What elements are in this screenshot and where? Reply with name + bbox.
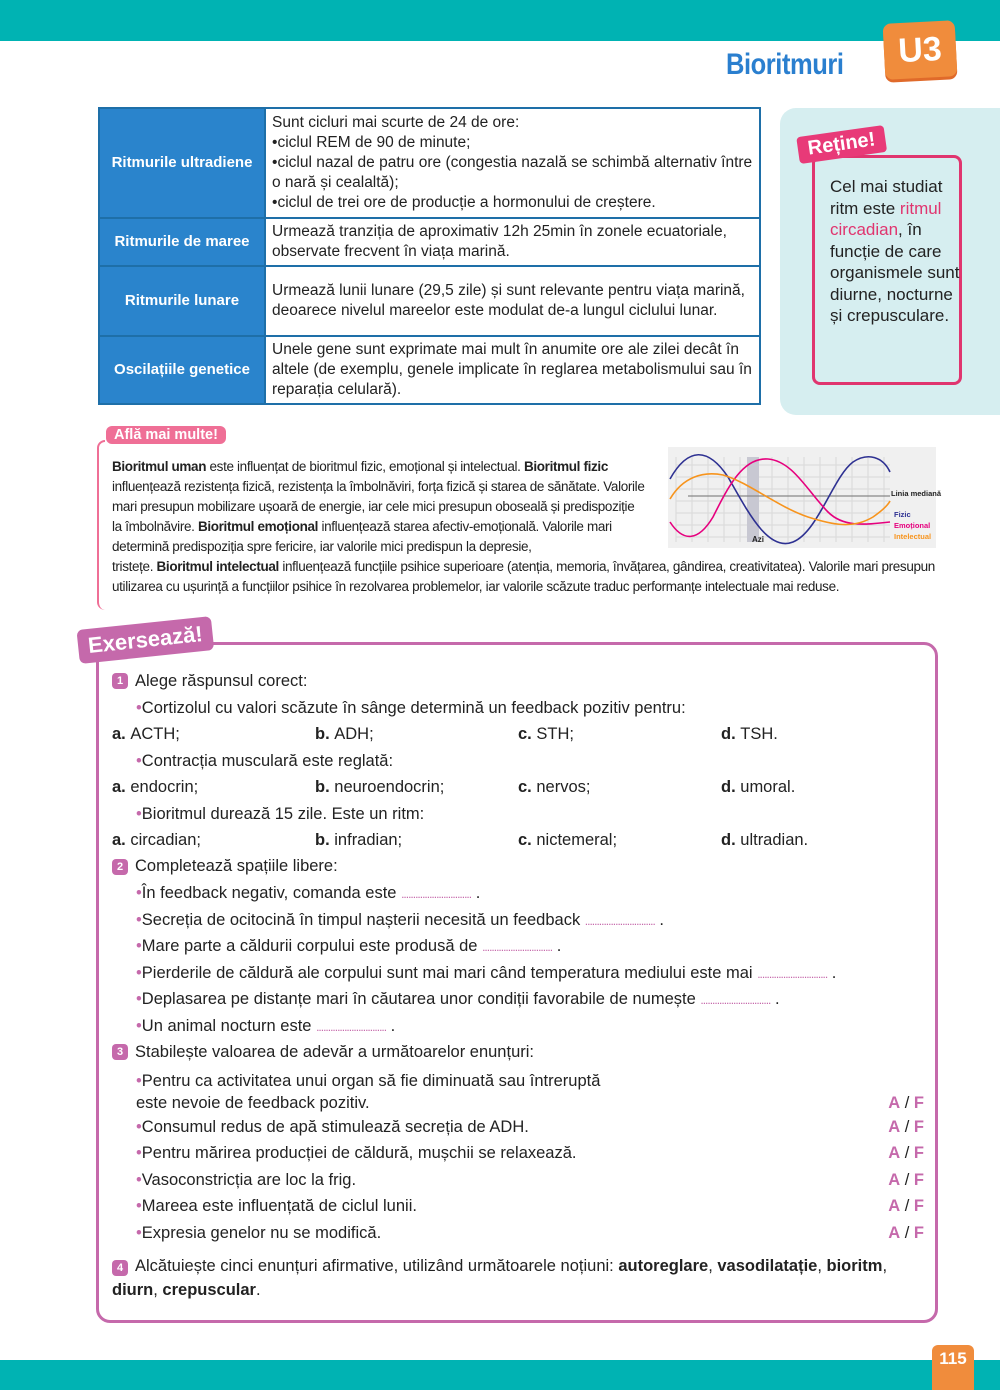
fill-in-text: Mare parte a căldurii corpului este produsă de — [141, 937, 478, 955]
option-c[interactable] — [518, 721, 721, 748]
true-false-item — [112, 1114, 924, 1141]
legend-emotional: Emoțional — [894, 521, 931, 530]
statement: • Vasoconstricția are loc la frig. — [136, 1167, 356, 1194]
bottom-color-band — [0, 1360, 1000, 1390]
true-false-choice: A / F — [888, 1170, 924, 1189]
task-number-badge: 2 — [112, 859, 128, 875]
legend-intelectual: Intelectual — [894, 532, 932, 541]
false-option[interactable]: F — [913, 1170, 924, 1189]
option-d[interactable] — [721, 721, 924, 748]
page-number: 115 — [932, 1345, 974, 1390]
option-d[interactable] — [721, 827, 924, 854]
question: • Contracția musculară este reglată: — [112, 748, 924, 775]
afla-sentence: influențează starea afectiv-emoțională. Valorile mari determină predispoziția spre fericire, iar valorile mici predispun la depresie, — [112, 519, 612, 554]
true-false-choice: A / F — [888, 1093, 924, 1112]
page-title: Bioritmuri — [726, 48, 844, 81]
blank-field[interactable]: .............................. — [401, 887, 472, 901]
fill-in-text: În feedback negativ, comanda este — [141, 884, 397, 902]
term: bioritm — [826, 1257, 883, 1275]
row-label: Oscilațiile genetice — [99, 336, 265, 404]
blank-field[interactable]: .............................. — [482, 940, 553, 954]
option-text: ultradian. — [740, 831, 809, 849]
task-3-header — [112, 1039, 924, 1066]
task-number-badge: 1 — [112, 673, 128, 689]
option-text: circadian; — [130, 831, 201, 849]
true-option[interactable]: A — [888, 1117, 901, 1136]
task-4-text: Alcătuiește cinci enunțuri afirmative, utilizând următoarele noțiuni: — [135, 1257, 619, 1275]
true-option[interactable]: A — [888, 1093, 901, 1112]
afla-bracket-line — [97, 440, 105, 610]
blank-field[interactable]: .............................. — [700, 993, 771, 1007]
retine-tag: Reține! — [796, 125, 887, 164]
chart-legend — [894, 509, 931, 542]
median-line-label: Linia mediană — [891, 489, 942, 498]
true-option[interactable]: A — [888, 1223, 901, 1242]
statement: • Pentru ca activitatea unui organ să fie diminuată sau întreruptă este nevoie de feedback pozitiv. — [136, 1070, 636, 1114]
row-bullet: • ciclul de trei ore de producție a hormonului de creștere. — [272, 193, 753, 213]
answer-options — [112, 721, 924, 748]
option-c[interactable] — [518, 827, 721, 854]
today-label: Azi — [752, 535, 764, 544]
term: diurn — [112, 1281, 154, 1299]
option-d[interactable] — [721, 774, 924, 801]
rhythm-table — [98, 107, 761, 405]
afla-sentence: influențează rezistența fizică, rezistența la îmbolnăviri, forța fizică și starea de sănătate. Valorile mari presupun mobilizare ușoară de energie, iar cele mici presupun oboseală și predispoziție la îmbolnăvire. — [112, 479, 645, 534]
option-text: ACTH; — [130, 725, 180, 743]
term: crepuscular — [162, 1281, 256, 1299]
afla-narrow-block — [112, 457, 647, 557]
task-1-header — [112, 668, 924, 695]
task-4: 4 Alcătuiește cinci enunțuri afirmative, utilizând următoarele noțiuni: autoreglare, vasodilatație, bioritm, diurn, crepuscular. — [112, 1257, 888, 1299]
task-number-badge: 3 — [112, 1044, 128, 1060]
statement: • Expresia genelor nu se modifică. — [136, 1220, 381, 1247]
fill-in-text: Pierderile de căldură ale corpului sunt mai mari când temperatura mediului este mai — [141, 963, 753, 982]
false-option[interactable]: F — [913, 1117, 924, 1136]
option-letter: c. — [518, 831, 532, 849]
fill-in-text: Deplasarea pe distanțe mari în căutarea unor condiții favorabile de numește — [141, 990, 696, 1008]
true-option[interactable]: A — [888, 1197, 901, 1215]
option-b[interactable] — [315, 827, 518, 854]
blank-field[interactable]: .............................. — [757, 966, 828, 981]
exercises-tag: Exersează! — [76, 616, 214, 664]
option-letter: b. — [315, 778, 330, 796]
option-text: TSH. — [740, 725, 778, 743]
fill-in-item: • Pierderile de căldură ale corpului sunt mai mari când temperatura mediului este mai .............................. . — [112, 960, 924, 987]
answer-options — [112, 774, 924, 801]
bold-term: Bioritmul uman — [112, 459, 207, 474]
row-intro: Sunt cicluri mai scurte de 24 de ore: — [272, 114, 520, 131]
table-row — [99, 266, 760, 336]
task-title: Completează spațiile libere: — [135, 857, 338, 876]
row-bullet: • ciclul REM de 90 de minute; — [272, 133, 753, 153]
option-text: endocrin; — [130, 778, 199, 796]
row-description: Urmează lunii lunare (29,5 zile) și sunt relevante pentru viața marină, deoarece nivelul mareelor este modulat de-a lungul ciclului lunar. — [265, 266, 760, 336]
afla-tag: Află mai multe! — [106, 426, 226, 444]
task-number-badge: 4 — [112, 1260, 128, 1276]
afla-sentence: este influențat de bioritmul fizic, emoțional și intelectual. — [206, 459, 524, 474]
statement: • Pentru mărirea producției de căldură, mușchii se relaxează. — [136, 1140, 577, 1167]
option-letter: c. — [518, 725, 532, 743]
task-title: Stabilește valoarea de adevăr a următoarelor enunțuri: — [135, 1042, 534, 1061]
true-false-choice: A / F — [888, 1117, 924, 1136]
retine-text-before: Cel mai studiat ritm este — [830, 177, 943, 218]
table-row — [99, 218, 760, 266]
option-letter: d. — [721, 831, 736, 849]
question: • Cortizolul cu valori scăzute în sânge determină un feedback pozitiv pentru: — [112, 695, 924, 722]
true-option[interactable]: A — [888, 1170, 901, 1189]
table-row — [99, 336, 760, 404]
option-letter: a. — [112, 778, 126, 796]
option-letter: d. — [721, 725, 736, 743]
option-letter: b. — [315, 831, 330, 849]
true-false-item — [112, 1066, 924, 1114]
answer-options — [112, 827, 924, 854]
true-false-item — [112, 1220, 924, 1247]
row-description — [265, 108, 760, 218]
biorhythm-chart — [668, 447, 942, 548]
option-a[interactable] — [112, 774, 315, 801]
task-title: Alege răspunsul corect: — [135, 671, 308, 690]
unit-badge: U3 — [883, 20, 958, 80]
fill-in-item: • Un animal nocturn este .............................. . — [112, 1013, 924, 1040]
fill-in-item: • Secreția de ocitocină în timpul nașterii necesită un feedback .............................. . — [112, 907, 924, 934]
true-false-choice: A / F — [888, 1197, 924, 1215]
blank-field[interactable]: .............................. — [316, 1019, 387, 1034]
true-false-choice: A / F — [888, 1144, 924, 1162]
option-text: neuroendocrin; — [334, 778, 445, 796]
option-text: ADH; — [334, 725, 374, 743]
row-description: Unele gene sunt exprimate mai mult în anumite ore ale zilei decât în altele (de exemplu, genele implicate în reglarea metabolismului sau în reparația celulară). — [265, 336, 760, 404]
true-false-choice: A / F — [888, 1223, 924, 1242]
false-option[interactable]: F — [913, 1093, 924, 1112]
question: • Bioritmul durează 15 zile. Este un ritm: — [112, 801, 924, 828]
option-c[interactable] — [518, 774, 721, 801]
fill-in-text: Secreția de ocitocină în timpul nașterii necesită un feedback — [141, 910, 581, 929]
option-a[interactable] — [112, 721, 315, 748]
retine-text-after: , în funcție de care organismele sunt diurne, nocturne și crepusculare. — [830, 220, 960, 325]
option-text: umoral. — [740, 778, 796, 796]
bold-term: Bioritmul emoțional — [197, 519, 319, 534]
option-a[interactable] — [112, 827, 315, 854]
true-false-item — [112, 1167, 924, 1194]
fill-in-item: • Mare parte a căldurii corpului este produsă de .............................. . — [112, 933, 924, 960]
row-label: Ritmurile ultradiene — [99, 108, 265, 218]
option-letter: a. — [112, 725, 126, 743]
table-row — [99, 108, 760, 218]
blank-field[interactable]: .............................. — [584, 913, 655, 928]
option-letter: d. — [721, 778, 736, 796]
option-b[interactable] — [315, 774, 518, 801]
row-label: Ritmurile lunare — [99, 266, 265, 336]
option-letter: c. — [518, 778, 532, 796]
true-option[interactable]: A — [888, 1144, 901, 1162]
statement: • Mareea este influențată de ciclul lunii. — [136, 1193, 417, 1220]
retine-text — [830, 176, 960, 327]
option-letter: b. — [315, 725, 330, 743]
afla-sentence: influențează funcțiile psihice superioare (atenția, memoria, învățarea, gândirea, creativitatea). Valorile mari presupun utilizarea cu ușurință a funcțiilor psihice în rezolvarea problemelor, iar valorile scăzute traduc performanțe intelectuale mai reduse. — [112, 559, 935, 594]
true-false-item — [112, 1140, 924, 1167]
row-description: Urmează tranziția de aproximativ 12h 25min în zonele ecuatoriale, observate frecvent în viața marină. — [265, 218, 760, 266]
legend-fizic: Fizic — [894, 510, 911, 519]
fill-in-text: Un animal nocturn este — [141, 1016, 312, 1035]
exercises-content — [112, 668, 924, 1302]
statement: • Consumul redus de apă stimulează secreția de ADH. — [136, 1114, 529, 1141]
option-b[interactable] — [315, 721, 518, 748]
option-text: STH; — [536, 725, 574, 743]
row-label: Ritmurile de maree — [99, 218, 265, 266]
retine-highlight: ritmul circadian — [830, 198, 942, 239]
fill-in-item: • Deplasarea pe distanțe mari în căutarea unor condiții favorabile de numește .............................. . — [112, 986, 924, 1013]
afla-sentence: tristețe. — [112, 559, 157, 574]
bold-term: Bioritmul intelectual — [156, 559, 279, 574]
true-false-item — [112, 1193, 924, 1220]
term: vasodilatație — [717, 1257, 818, 1275]
option-text: nervos; — [536, 778, 591, 796]
term: autoreglare — [618, 1257, 709, 1275]
option-text: nictemeral; — [536, 831, 618, 849]
row-bullet: • ciclul nazal de patru ore (congestia nazală se schimbă alternativ între o nară și cealaltă); — [272, 153, 753, 193]
top-color-band — [0, 0, 1000, 41]
task-2-header — [112, 854, 924, 881]
option-text: infradian; — [334, 831, 403, 849]
bold-term: Bioritmul fizic — [523, 459, 608, 474]
option-letter: a. — [112, 831, 126, 849]
false-option[interactable]: F — [913, 1223, 924, 1242]
false-option[interactable]: F — [913, 1144, 924, 1162]
false-option[interactable]: F — [913, 1197, 924, 1215]
fill-in-item: • În feedback negativ, comanda este .............................. . — [112, 880, 924, 907]
